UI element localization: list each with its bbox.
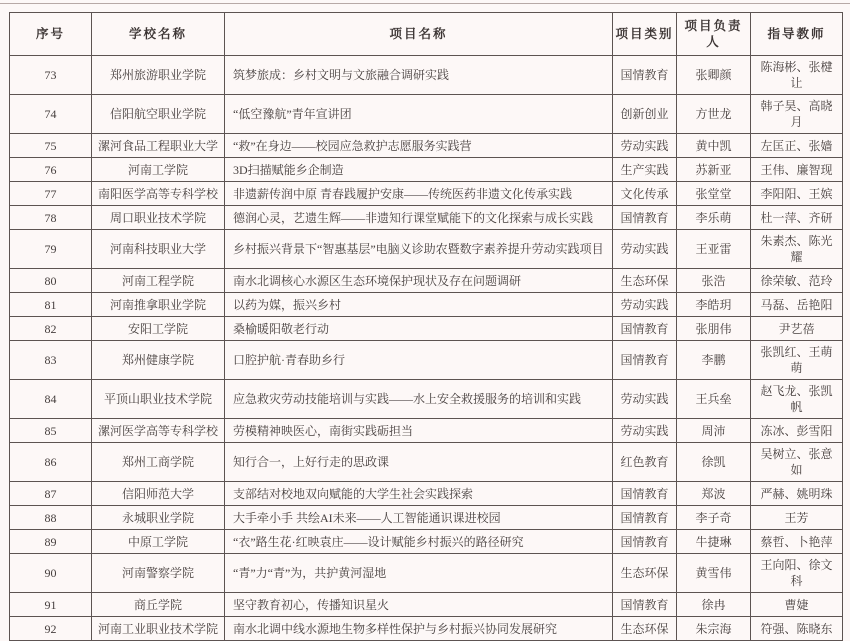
cell-school-name: 南阳医学高等专科学校 (92, 182, 225, 206)
cell-project-category: 生产实践 (613, 158, 677, 182)
cell-school-name: 河南工程学院 (92, 269, 225, 293)
cell-project-leader: 朱宗海 (677, 617, 751, 641)
cell-project-category: 国情教育 (613, 530, 677, 554)
cell-advisors: 赵飞龙、张凯帆 (751, 380, 843, 419)
header-cell-school: 学校名称 (92, 13, 225, 56)
cell-school-name: 安阳工学院 (92, 317, 225, 341)
cell-project-category: 文化传承 (613, 182, 677, 206)
table-row (10, 230, 843, 269)
cell-project-category: 生态环保 (613, 554, 677, 593)
cell-project-name: 3D扫描赋能乡企制造 (225, 158, 613, 182)
cell-advisors: 符强、陈晓东 (751, 617, 843, 641)
cell-advisors: 杜一萍、齐研 (751, 206, 843, 230)
cell-project-category: 劳动实践 (613, 293, 677, 317)
table-row (10, 95, 843, 134)
cell-project-category: 国情教育 (613, 56, 677, 95)
table-row (10, 269, 843, 293)
cell-project-leader: 方世龙 (677, 95, 751, 134)
cell-project-name: 大手牵小手 共绘AI未来——人工智能通识课进校园 (225, 506, 613, 530)
cell-project-leader: 王兵垒 (677, 380, 751, 419)
cell-project-name: “青”力“青”为，共护黄河湿地 (225, 554, 613, 593)
cell-school-name: 河南推拿职业学院 (92, 293, 225, 317)
cell-serial-number: 87 (10, 482, 92, 506)
cell-school-name: 郑州旅游职业学院 (92, 56, 225, 95)
cell-project-category: 国情教育 (613, 593, 677, 617)
header-cell-category: 项目类别 (613, 13, 677, 56)
table-row (10, 293, 843, 317)
cell-serial-number: 86 (10, 443, 92, 482)
cell-serial-number: 75 (10, 134, 92, 158)
cell-project-name: 南水北调中线水源地生物多样性保护与乡村振兴协同发展研究 (225, 617, 613, 641)
cell-project-name: 劳模精神映医心，南街实践砺担当 (225, 419, 613, 443)
cell-advisors: 韩子昊、高晓月 (751, 95, 843, 134)
cell-school-name: 漯河医学高等专科学校 (92, 419, 225, 443)
cell-project-leader: 牛捷琳 (677, 530, 751, 554)
table-row (10, 593, 843, 617)
cell-school-name: 河南科技职业大学 (92, 230, 225, 269)
cell-school-name: 河南工业职业技术学院 (92, 617, 225, 641)
cell-serial-number: 89 (10, 530, 92, 554)
cell-advisors: 陈海彬、张楗让 (751, 56, 843, 95)
cell-advisors: 张凯红、王萌萌 (751, 341, 843, 380)
cell-serial-number: 76 (10, 158, 92, 182)
cell-school-name: 河南工学院 (92, 158, 225, 182)
cell-advisors: 王伟、廉智现 (751, 158, 843, 182)
header-cell-no: 序号 (10, 13, 92, 56)
cell-serial-number: 91 (10, 593, 92, 617)
table-row (10, 182, 843, 206)
cell-project-category: 生态环保 (613, 617, 677, 641)
cell-project-category: 生态环保 (613, 269, 677, 293)
cell-school-name: 商丘学院 (92, 593, 225, 617)
table-row (10, 506, 843, 530)
header-row (10, 13, 843, 56)
table-row (10, 380, 843, 419)
cell-project-leader: 李乐萌 (677, 206, 751, 230)
cell-project-leader: 苏新亚 (677, 158, 751, 182)
cell-project-name: 筑梦旅成：乡村文明与文旅融合调研实践 (225, 56, 613, 95)
cell-project-leader: 张堂堂 (677, 182, 751, 206)
cell-project-name: “救”在身边——校园应急救护志愿服务实践营 (225, 134, 613, 158)
cell-project-name: 桑榆暖阳敬老行动 (225, 317, 613, 341)
cell-project-leader: 王亚雷 (677, 230, 751, 269)
table-row (10, 419, 843, 443)
cell-project-leader: 黄雪伟 (677, 554, 751, 593)
cell-school-name: 漯河食品工程职业大学 (92, 134, 225, 158)
cell-project-category: 国情教育 (613, 317, 677, 341)
cell-serial-number: 78 (10, 206, 92, 230)
cell-serial-number: 83 (10, 341, 92, 380)
cell-serial-number: 81 (10, 293, 92, 317)
table-row (10, 317, 843, 341)
cell-project-leader: 李子奇 (677, 506, 751, 530)
cell-project-category: 国情教育 (613, 482, 677, 506)
table-row (10, 206, 843, 230)
cell-project-name: 南水北调核心水源区生态环境保护现状及存在问题调研 (225, 269, 613, 293)
table-row (10, 443, 843, 482)
cell-school-name: 郑州健康学院 (92, 341, 225, 380)
cell-project-category: 创新创业 (613, 95, 677, 134)
cell-advisors: 左匡正、张嫱 (751, 134, 843, 158)
page-top-divider (0, 3, 850, 4)
cell-school-name: 信阳航空职业学院 (92, 95, 225, 134)
cell-project-name: 支部结对校地双向赋能的大学生社会实践探索 (225, 482, 613, 506)
cell-project-category: 劳动实践 (613, 380, 677, 419)
cell-advisors: 蔡哲、卜艳萍 (751, 530, 843, 554)
cell-project-leader: 李皓玥 (677, 293, 751, 317)
cell-school-name: 平顶山职业技术学院 (92, 380, 225, 419)
cell-serial-number: 77 (10, 182, 92, 206)
cell-project-name: 知行合一，上好行走的思政课 (225, 443, 613, 482)
cell-serial-number: 80 (10, 269, 92, 293)
table-row (10, 530, 843, 554)
cell-project-name: 非遗薪传润中原 青春践履护安康——传统医药非遗文化传承实践 (225, 182, 613, 206)
cell-advisors: 曹婕 (751, 593, 843, 617)
cell-project-name: 德润心灵，艺遗生辉——非遗知行课堂赋能下的文化探索与成长实践 (225, 206, 613, 230)
table-row (10, 554, 843, 593)
cell-project-category: 劳动实践 (613, 419, 677, 443)
cell-school-name: 郑州工商学院 (92, 443, 225, 482)
cell-advisors: 吴树立、张意如 (751, 443, 843, 482)
cell-advisors: 冻冰、彭雪阳 (751, 419, 843, 443)
table-row (10, 56, 843, 95)
cell-advisors: 王向阳、徐文科 (751, 554, 843, 593)
cell-project-leader: 李鹏 (677, 341, 751, 380)
cell-project-leader: 徐凯 (677, 443, 751, 482)
cell-school-name: 周口职业技术学院 (92, 206, 225, 230)
cell-project-leader: 黄中凯 (677, 134, 751, 158)
header-cell-project: 项目名称 (225, 13, 613, 56)
cell-project-leader: 张朋伟 (677, 317, 751, 341)
cell-advisors: 尹艺蓓 (751, 317, 843, 341)
cell-project-leader: 张浩 (677, 269, 751, 293)
cell-project-category: 劳动实践 (613, 134, 677, 158)
cell-project-name: 口腔护航·青春助乡行 (225, 341, 613, 380)
cell-serial-number: 92 (10, 617, 92, 641)
header-cell-teacher: 指导教师 (751, 13, 843, 56)
cell-project-category: 劳动实践 (613, 230, 677, 269)
cell-advisors: 徐荣敏、范玲 (751, 269, 843, 293)
cell-serial-number: 73 (10, 56, 92, 95)
cell-advisors: 王芳 (751, 506, 843, 530)
project-list-table (9, 12, 843, 641)
table-row (10, 482, 843, 506)
header-cell-leader: 项目负责人 (677, 13, 751, 56)
table-row (10, 134, 843, 158)
cell-school-name: 信阳师范大学 (92, 482, 225, 506)
cell-project-name: “低空豫航”青年宣讲团 (225, 95, 613, 134)
cell-school-name: 河南警察学院 (92, 554, 225, 593)
cell-project-name: 以药为媒，振兴乡村 (225, 293, 613, 317)
cell-project-leader: 周沛 (677, 419, 751, 443)
cell-serial-number: 88 (10, 506, 92, 530)
table-row (10, 341, 843, 380)
cell-project-name: 乡村振兴背景下“智惠基层”电脑义诊助农暨数字素养提升劳动实践项目 (225, 230, 613, 269)
cell-project-category: 红色教育 (613, 443, 677, 482)
cell-project-name: “衣”路生花·红映袁庄——设计赋能乡村振兴的路径研究 (225, 530, 613, 554)
cell-project-leader: 徐冉 (677, 593, 751, 617)
table-row (10, 158, 843, 182)
cell-project-category: 国情教育 (613, 206, 677, 230)
cell-advisors: 朱素杰、陈光耀 (751, 230, 843, 269)
cell-serial-number: 79 (10, 230, 92, 269)
cell-advisors: 严赫、姚明珠 (751, 482, 843, 506)
cell-project-name: 坚守教育初心，传播知识星火 (225, 593, 613, 617)
cell-project-leader: 郑波 (677, 482, 751, 506)
cell-serial-number: 82 (10, 317, 92, 341)
cell-serial-number: 74 (10, 95, 92, 134)
cell-serial-number: 85 (10, 419, 92, 443)
cell-serial-number: 90 (10, 554, 92, 593)
cell-school-name: 永城职业学院 (92, 506, 225, 530)
cell-project-category: 国情教育 (613, 506, 677, 530)
cell-serial-number: 84 (10, 380, 92, 419)
cell-project-name: 应急救灾劳动技能培训与实践——水上安全救援服务的培训和实践 (225, 380, 613, 419)
cell-advisors: 马磊、岳艳阳 (751, 293, 843, 317)
cell-project-leader: 张卿颜 (677, 56, 751, 95)
cell-school-name: 中原工学院 (92, 530, 225, 554)
cell-advisors: 李阳阳、王嫔 (751, 182, 843, 206)
table-row (10, 617, 843, 641)
cell-project-category: 国情教育 (613, 341, 677, 380)
